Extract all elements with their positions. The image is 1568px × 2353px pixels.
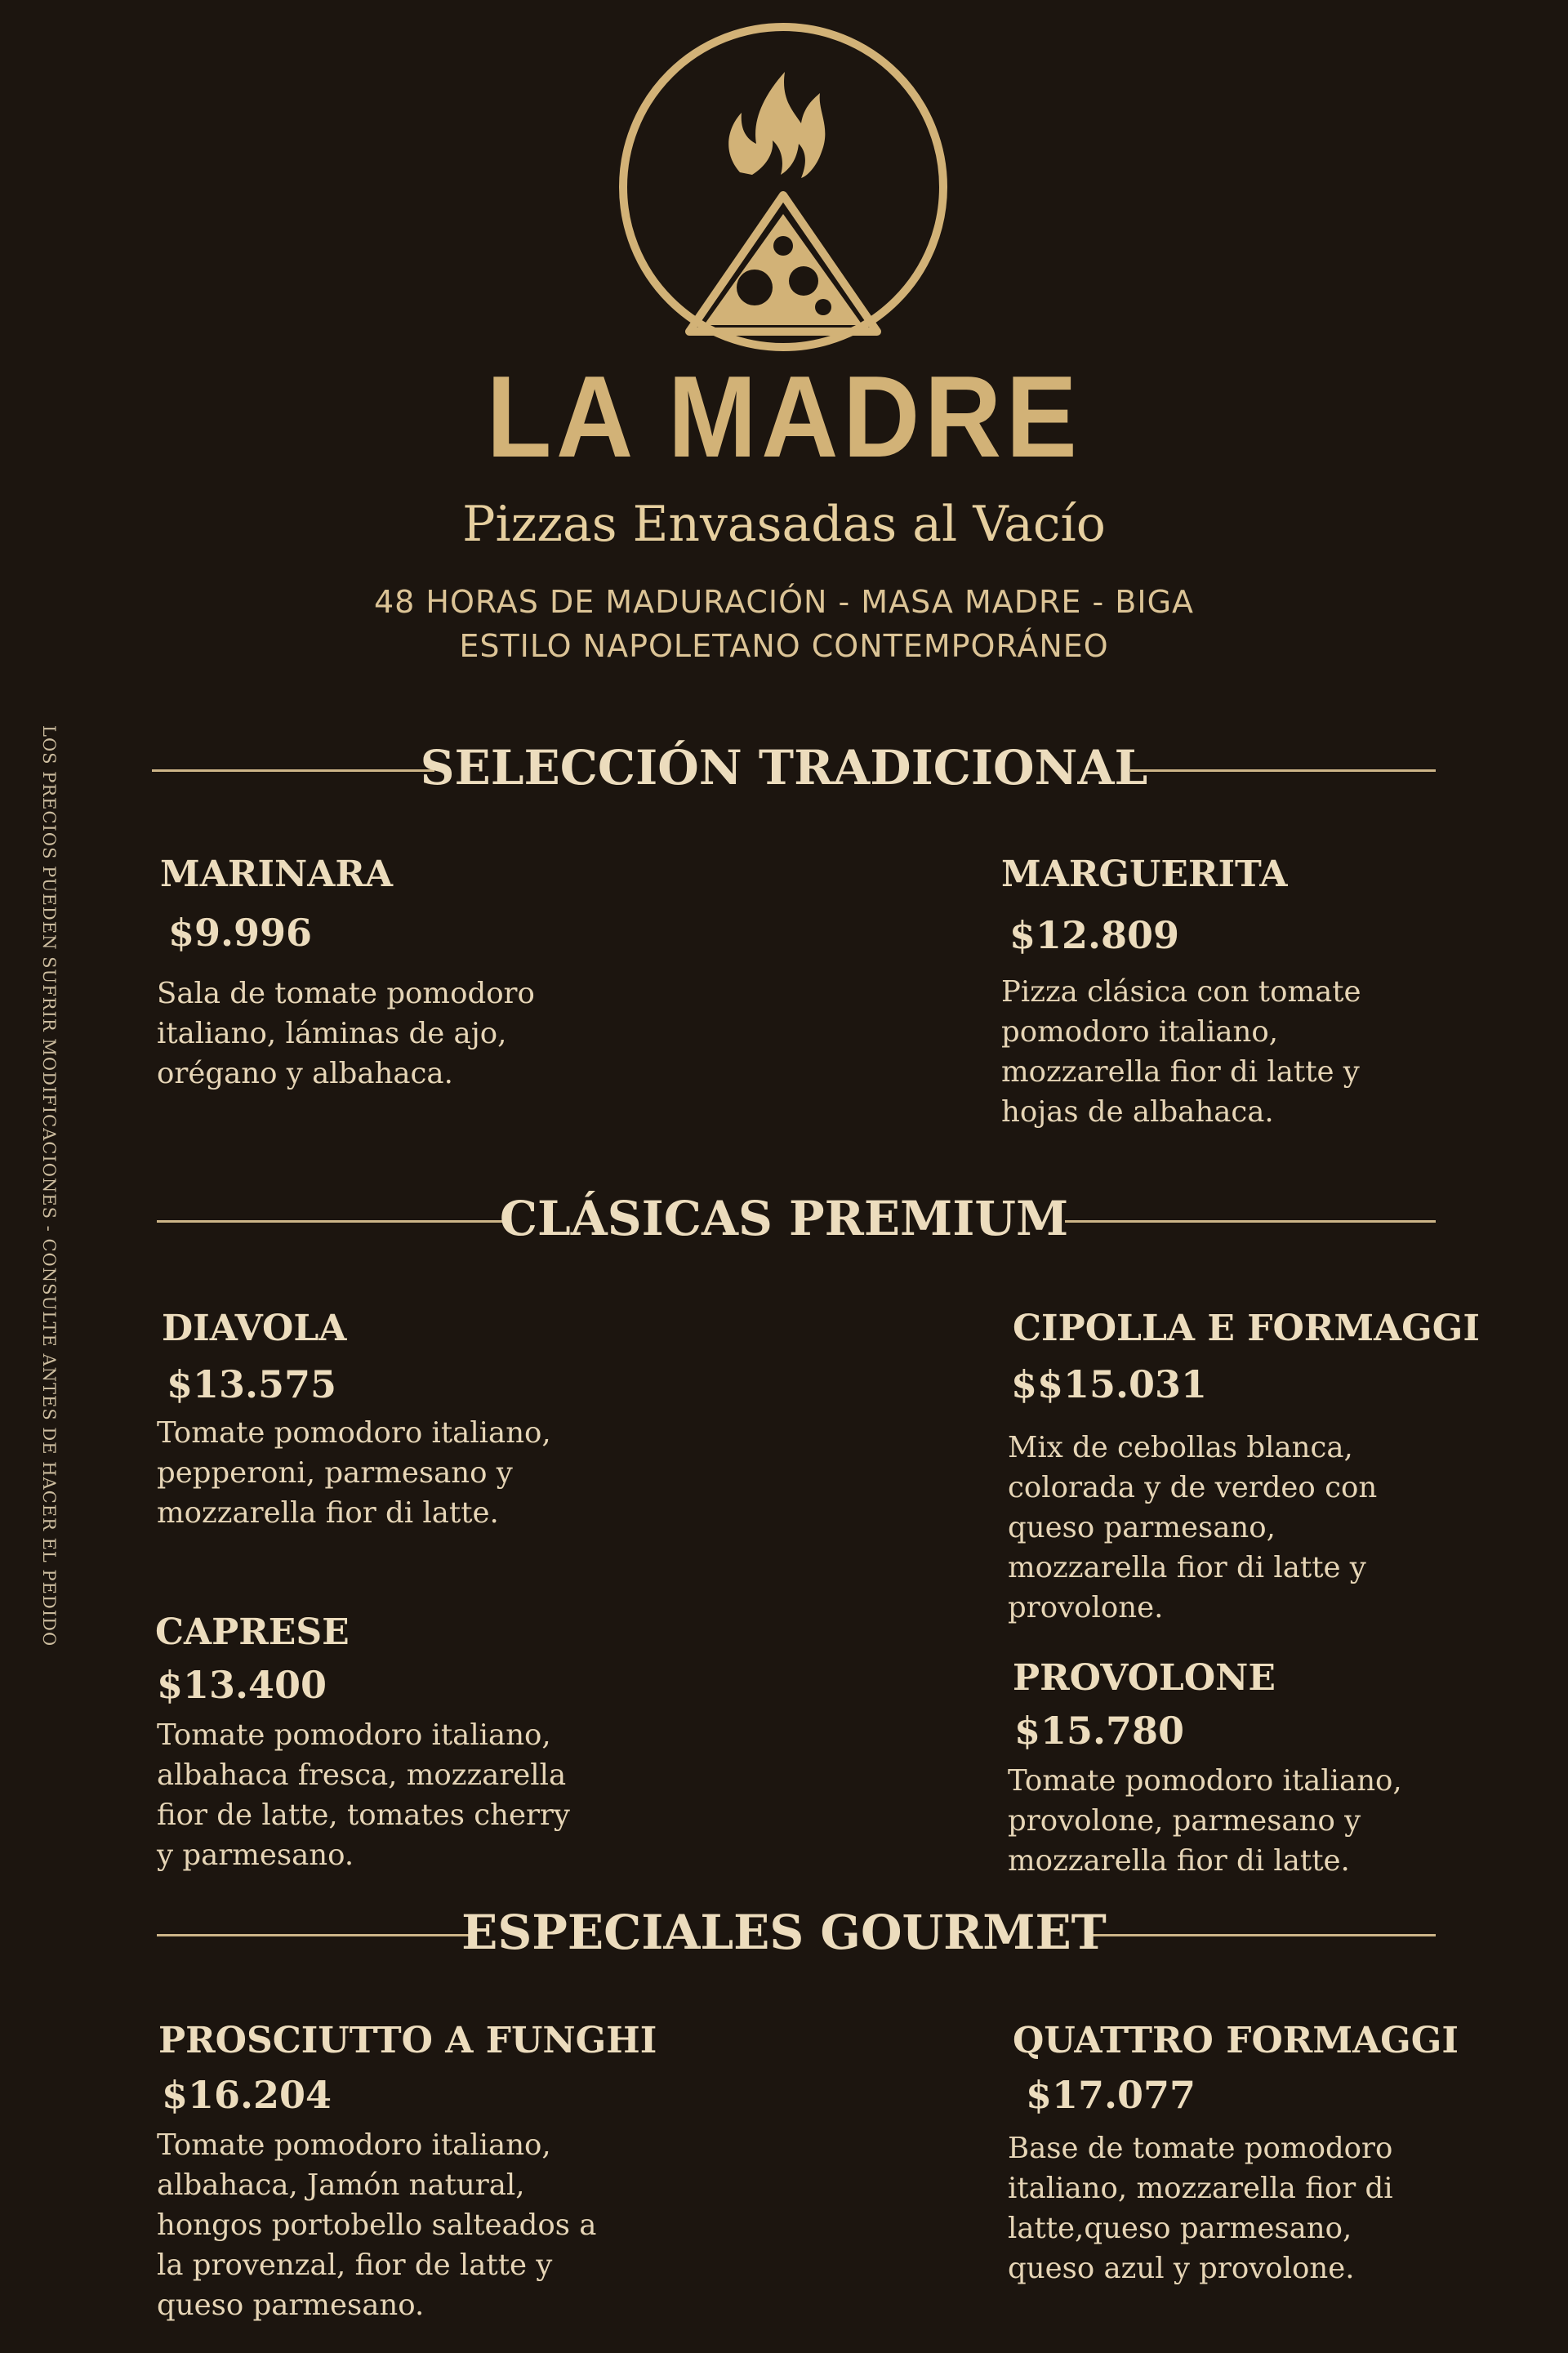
item-desc-provolone: Tomate pomodoro italiano, provolone, parmesano y mozzarella fior di latte. [1008,1764,1402,1878]
item-desc-caprese: Tomate pomodoro italiano, albahaca fresca, mozzarella fior de latte, tomates cherry y parmesano. [157,1718,570,1872]
item-name-prosciutto: PROSCIUTTO A FUNGHI [158,2020,657,2061]
item-price-marinara: $9.996 [168,911,313,955]
item-name-cipolla: CIPOLLA E FORMAGGI [1013,1308,1480,1349]
item-name-caprese: CAPRESE [155,1611,350,1653]
item-name-provolone: PROVOLONE [1013,1657,1276,1699]
item-price-provolone: $15.780 [1014,1709,1185,1753]
brand-logo-icon [617,21,949,353]
item-price-diavola: $13.575 [167,1362,337,1406]
item-desc-cipolla: Mix de cebollas blanca, colorada y de verdeo con queso parmesano, mozzarella fior di latte y provolone. [1008,1431,1378,1624]
item-name-diavola: DIAVOLA [162,1308,347,1349]
item-price-caprese: $13.400 [157,1663,327,1707]
item-name-quattro: QUATTRO FORMAGGI [1013,2020,1459,2061]
item-desc-diavola: Tomate pomodoro italiano, pepperoni, parmesano y mozzarella fior di latte. [157,1416,551,1530]
item-desc-marguerita: Pizza clásica con tomate pomodoro italiano, mozzarella fior di latte y hojas de albahaca. [1001,975,1361,1129]
tagline-style: ESTILO NAPOLETANO CONTEMPORÁNEO [459,628,1109,664]
item-desc-prosciutto: Tomate pomodoro italiano, albahaca, Jamón natural, hongos portobello salteados a la provenzal, fior de latte y queso parmesano. [157,2128,597,2322]
section-title-gourmet: ESPECIALES GOURMET [461,1905,1107,1960]
price-disclaimer: LOS PRECIOS PUEDEN SUFRIR MODIFICACIONES - CONSULTE ANTES DE HACER EL PEDIDO [39,725,59,1647]
item-price-marguerita: $12.809 [1009,913,1180,957]
item-desc-marinara: Sala de tomate pomodoro italiano, láminas de ajo, orégano y albahaca. [157,977,535,1090]
section-title-tradicional: SELECCIÓN TRADICIONAL [420,740,1148,795]
item-desc-quattro: Base de tomate pomodoro italiano, mozzarella fior di latte,queso parmesano, queso azul y provolone. [1008,2132,1393,2285]
item-price-prosciutto: $16.204 [162,2073,332,2117]
tagline-maturation: 48 HORAS DE MADURACIÓN - MASA MADRE - BIGA [373,584,1195,620]
item-name-marinara: MARINARA [160,853,394,895]
brand-name: LA MADRE [486,352,1082,482]
section-title-premium: CLÁSICAS PREMIUM [499,1191,1069,1246]
brand-subtitle: Pizzas Envasadas al Vacío [462,496,1106,553]
item-name-marguerita: MARGUERITA [1001,853,1288,895]
item-price-quattro: $17.077 [1026,2073,1196,2117]
item-price-cipolla: $$15.031 [1011,1362,1208,1406]
